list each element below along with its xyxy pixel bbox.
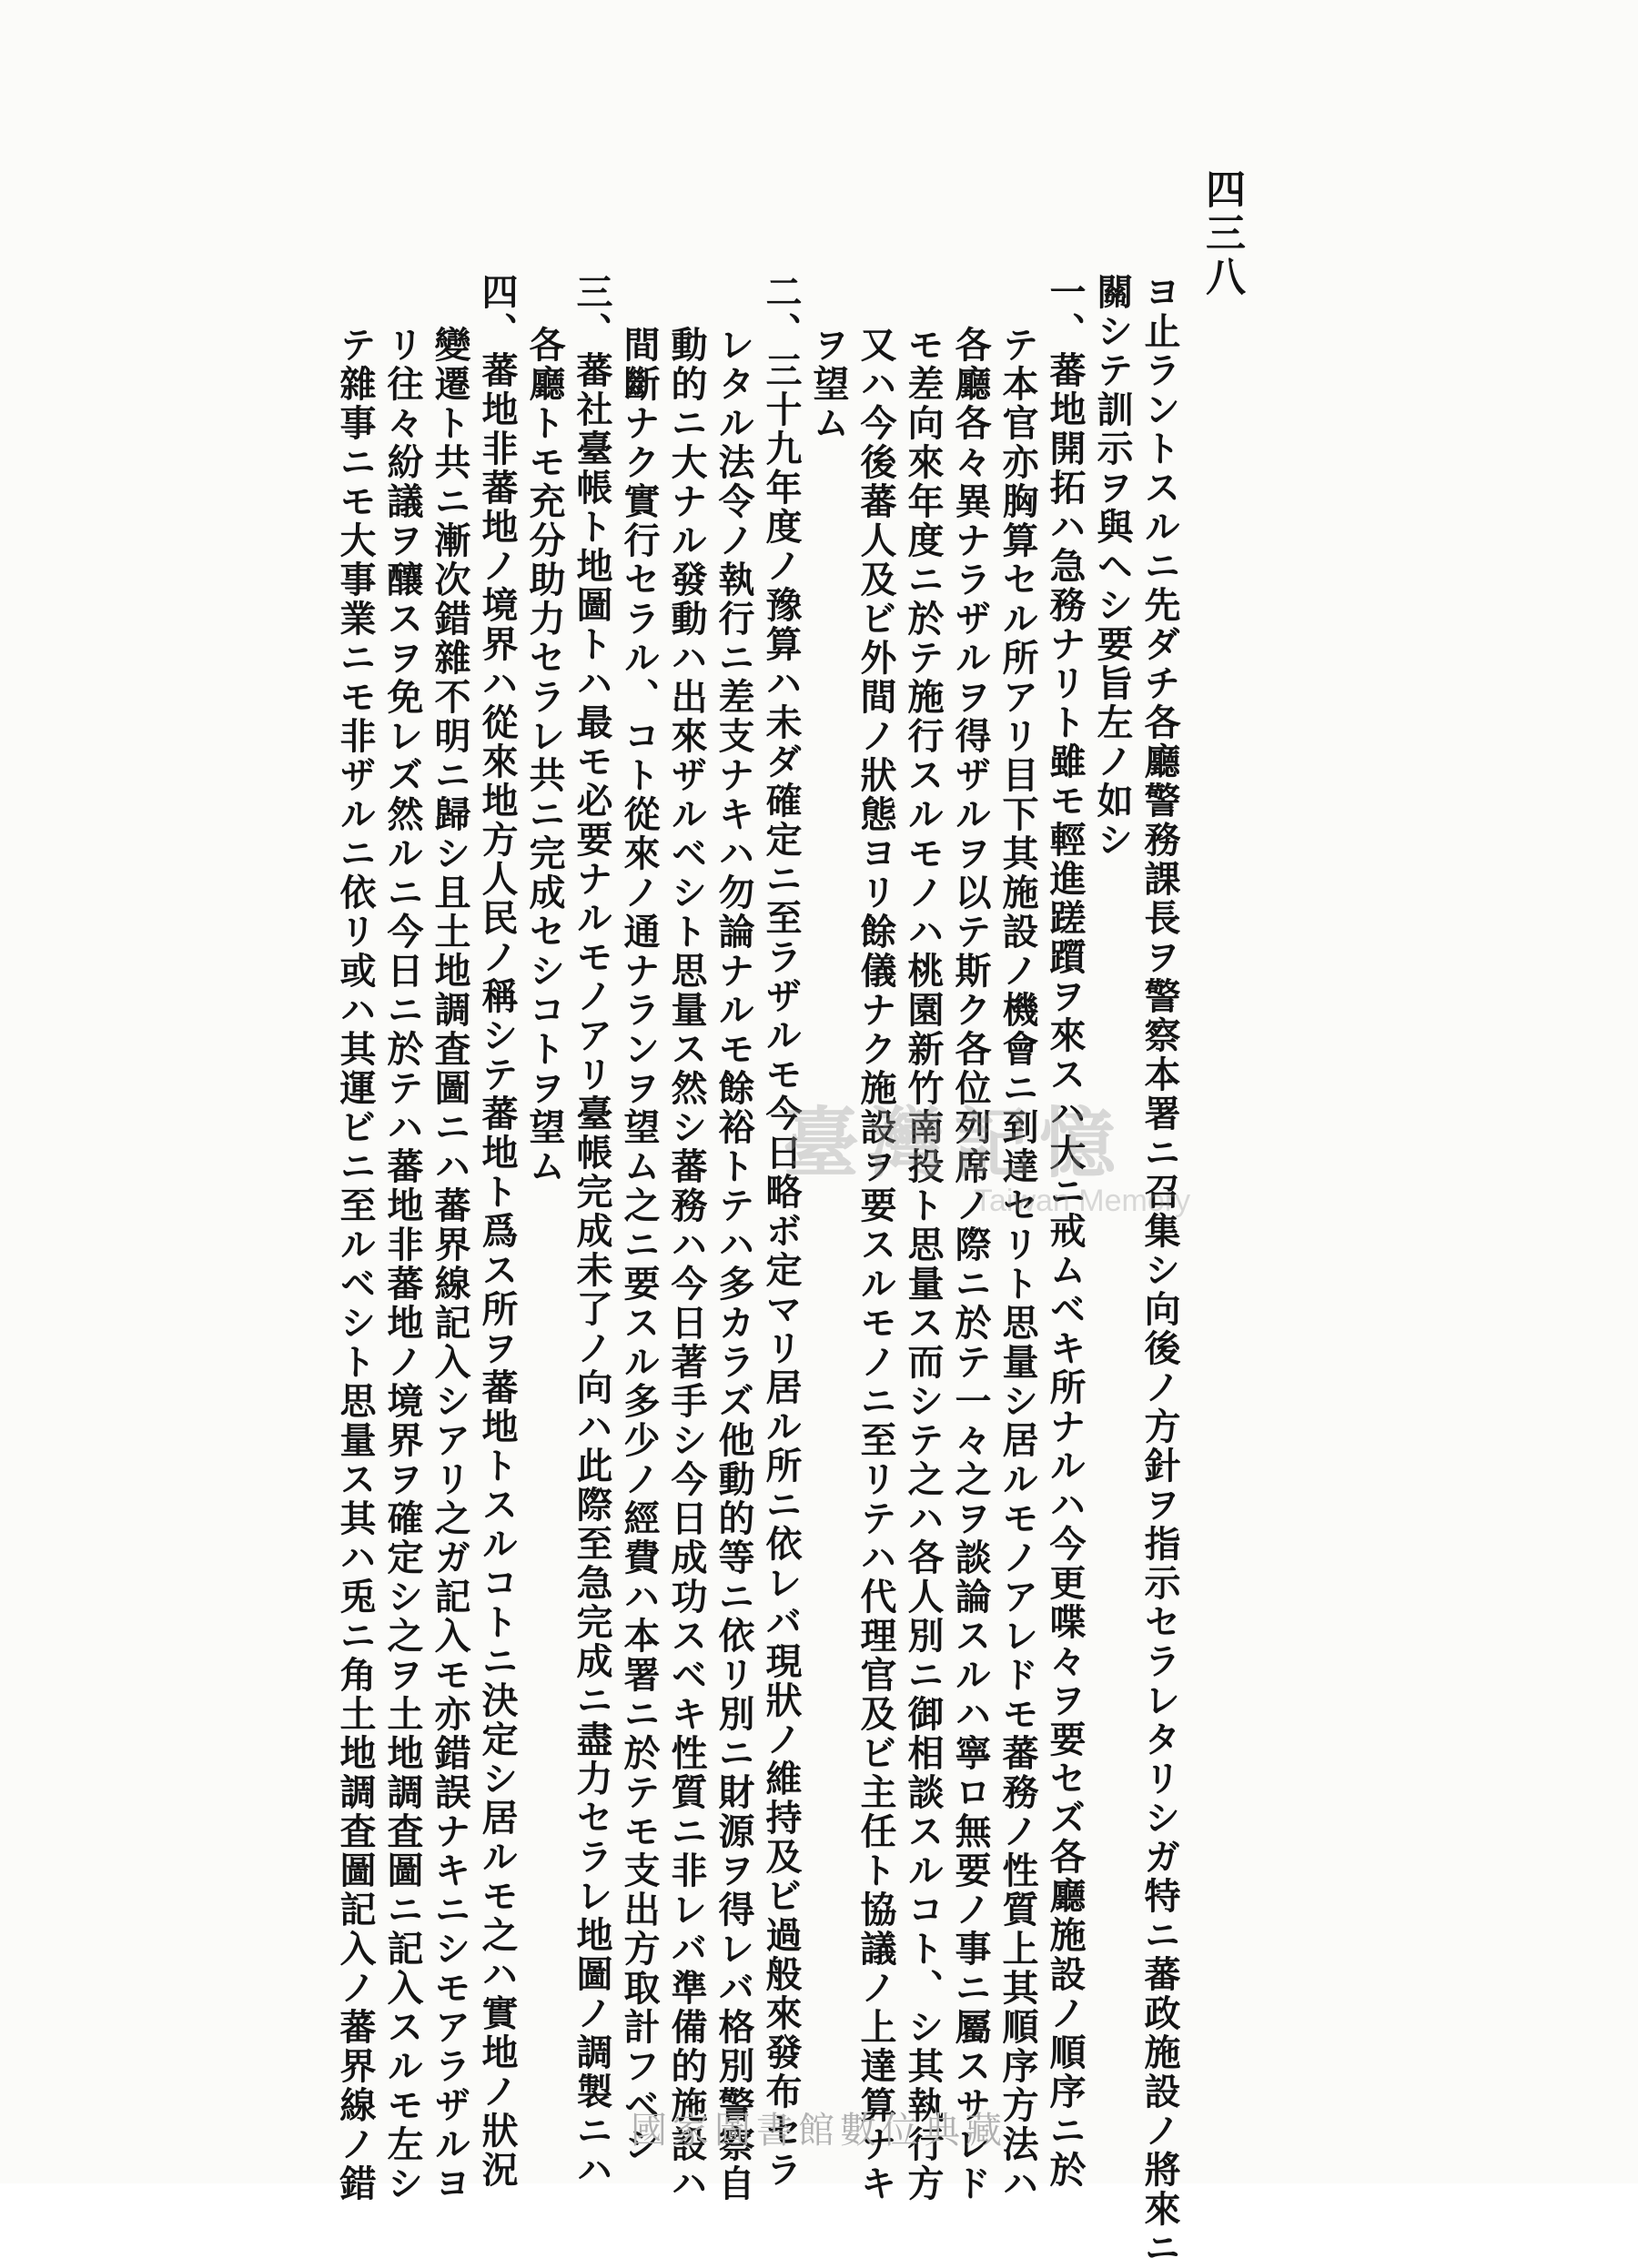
text-line: テ雜事ニモ大事業ニモ非ザルニ依リ或ハ其運ビニ至ルベシト思量ス其ハ兎ニ角土地調査圖記入ノ蕃界線ノ錯 bbox=[334, 326, 377, 2203]
text-line: 關シテ訓示ヲ與ヘシ要旨左ノ如シ bbox=[1091, 273, 1134, 860]
text-line: 三、蕃社臺帳ト地圖トハ最モ必要ナルモノアリ臺帳完成未了ノ向ハ此際至急完成ニ盡力セラレ地圖ノ調製ニハ bbox=[571, 273, 613, 2190]
text-line: テ本官亦胸算セル所アリ目下其施設ノ機會ニ到達セリト思量シ居ルモノアレドモ蕃務ノ性質上其順序方法ハ bbox=[996, 326, 1039, 2203]
text-line: 變遷ト共ニ漸次錯雜不明ニ歸シ且土地調査圖ニハ蕃界線記入シアリ之ガ記入モ亦錯誤ナキニシモアラザルヨ bbox=[429, 326, 471, 2203]
page-number: 四三八 bbox=[1198, 168, 1245, 299]
text-line: 一、蕃地開拓ハ急務ナリト雖モ輕進蹉躓ヲ來スハ大ニ戒ムベキ所ナルハ今更喋々ヲ要セズ各廳施設ノ順序ニ於 bbox=[1044, 273, 1087, 2190]
library-footer: 國家圖書館數位典藏 bbox=[631, 2110, 1007, 2152]
text-line: 四、蕃地非蕃地ノ境界ハ從來地方人民ノ稱シテ蕃地ト爲ス所ヲ蕃地トスルコトニ決定シ居ルモ之ハ實地ノ狀況 bbox=[476, 273, 519, 2190]
text-line: レタル法令ノ執行ニ差支ナキハ勿論ナルモ餘裕トテハ多カラズ他動的等ニ依リ別ニ財源ヲ得レバ格別警察自 bbox=[713, 326, 755, 2203]
watermark-chinese: 臺灣記憶 bbox=[783, 1098, 1126, 1188]
text-line: モ差向來年度ニ於テ施行スルモノハ桃園新竹南投ト思量ス而シテ之ハ各人別ニ御相談スルコト、シ其執行方 bbox=[902, 326, 945, 2203]
text-line: ヲ望ム bbox=[807, 326, 850, 443]
watermark-english: Taiwan Memory bbox=[974, 1184, 1191, 1218]
text-line: 各廳トモ充分助力セラレ共ニ完成セシコトヲ望ム bbox=[523, 326, 566, 1186]
text-line: 各廳各々異ナラザルヲ得ザルヲ以テ斯ク各位列席ノ際ニ於テ一々之ヲ談論スルハ寧ロ無要ノ事ニ屬スサレド bbox=[949, 326, 992, 2203]
text-line: 二、三十九年度ノ豫算ハ未ダ確定ニ至ラザルモ今日略ボ定マリ居ル所ニ依レバ現狀ノ維持及ビ過般來發布セラ bbox=[760, 273, 803, 2190]
text-line: 動的ニ大ナル發動ハ出來ザルベシト思量ス然シ蕃務ハ今日著手シ今日成功スベキ性質ニ非レバ準備的施設ハ bbox=[665, 326, 708, 2203]
text-line: リ往々紛議ヲ釀スヲ免レズ然ルニ今日ニ於テハ蕃地非蕃地ノ境界ヲ確定シ之ヲ土地調査圖ニ記入スルモ左シ bbox=[381, 326, 424, 2203]
text-line: 又ハ今後蕃人及ビ外間ノ狀態ヨリ餘儀ナク施設ヲ要スルモノニ至リテハ代理官及ビ主任ト協議ノ上達算ナキ bbox=[854, 326, 897, 2203]
text-line: 間斷ナク實行セラル、コト從來ノ通ナランヲ望ム之ニ要スル多少ノ經費ハ本署ニ於テモ支出方取計フベシ bbox=[618, 326, 661, 2164]
text-line: ヨ止ラントスルニ先ダチ各廳警務課長ヲ警察本署ニ召集シ向後ノ方針ヲ指示セラレタリシガ特ニ蕃政施設ノ將來ニ bbox=[1138, 273, 1181, 2268]
